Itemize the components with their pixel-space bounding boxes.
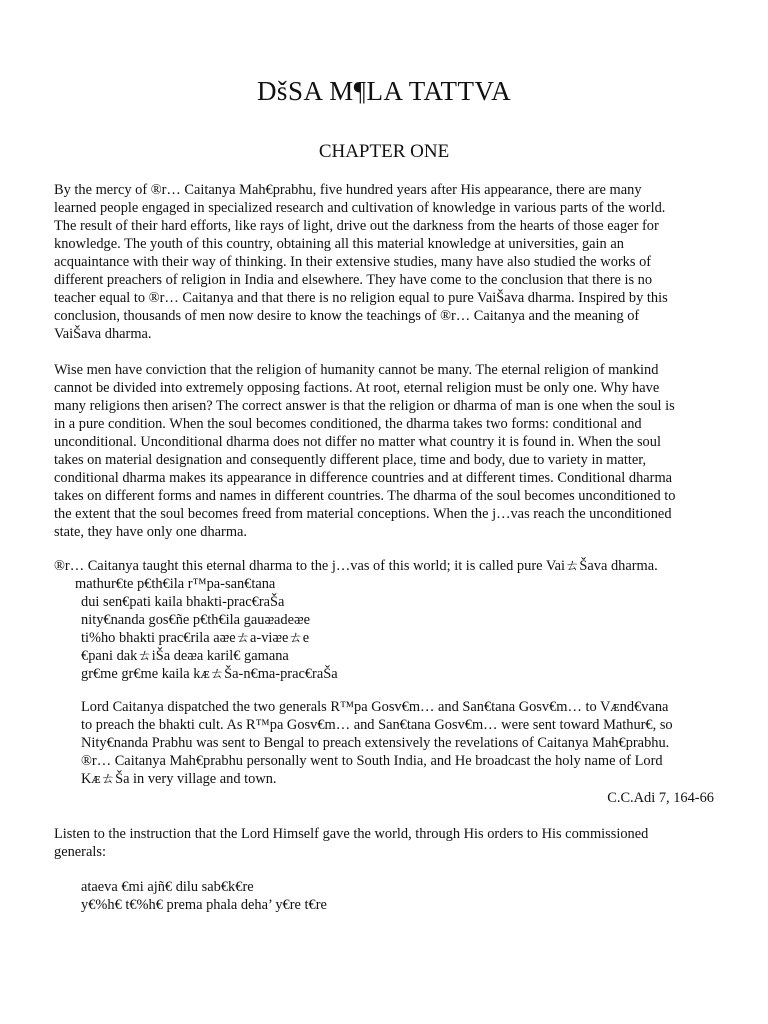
text-line: the extent that the soul becomes freed from material conceptions. When the j…vas reach the unconditioned [54,506,672,522]
text-line: learned people engaged in specialized research and cultivation of knowledge in various parts of the world. [54,200,666,216]
verse-line: y€%h€ t€%h€ prema phala deha’ y€re t€re [81,897,327,913]
verse-block-2 [81,878,327,914]
text-line: acquaintance with their way of thinking. In their extensive studies, many have also studied the works of [54,254,652,270]
text-line: By the mercy of ®r… Caitanya Mah€prabhu, five hundred years after His appearance, there are many [54,182,642,198]
text-line: Nity€nanda Prabhu was sent to Bengal to preach extensively the revelations of Caitanya Mah€prabhu. [81,735,670,751]
text-line: many religions then arisen? The correct answer is that the religion or dharma of man is one when the soul is [54,398,675,414]
text-line: VaiŠava dharma. [54,326,152,342]
text-line: Wise men have conviction that the religion of humanity cannot be many. The eternal religion of mankind [54,362,659,378]
text-line: ®r… Caitanya Mah€prabhu personally went to South India, and He broadcast the holy name of Lord [81,753,663,769]
verse-line: gr€me gr€me kaila kᴁㄊŠa-n€ma-prac€raŠa [81,666,338,682]
text-line: generals: [54,844,106,860]
verse-line: nity€nanda gos€ñe p€th€ila gauᴂadeᴂe [81,612,310,628]
verse-line: ti%ho bhakti prac€rila aᴂeㄊa-viᴂeㄊe [81,630,310,646]
paragraph-religion [54,361,722,541]
paragraph-translation [81,698,731,788]
text-line: Listen to the instruction that the Lord Himself gave the world, through His orders to His commissioned [54,826,649,842]
text-line: takes on different forms and names in different countries. The dharma of the soul becomes unconditioned to [54,488,676,504]
text-line: KᴁㄊŠa in very village and town. [81,771,277,787]
text-line: teacher equal to ®r… Caitanya and that there is no religion equal to pure VaiŠava dharma. Inspired by this [54,290,668,306]
paragraph-caitanya [54,557,722,575]
verse-line: €pani dakㄊiŠa deᴂa karil€ gamana [81,648,289,664]
text-line: different preachers of religion in India and elsewhere. They have come to the conclusion that there is no [54,272,653,288]
verse-line: mathur€te p€th€ila r™pa-san€tana [75,576,276,592]
chapter-heading: CHAPTER ONE [318,141,450,162]
text-line: in a pure condition. When the soul becomes conditioned, the dharma takes two forms: conditional and [54,416,642,432]
verse-block-1 [75,575,338,683]
text-line: takes on material designation and consequently different place, time and body, due to variety in matter, [54,452,647,468]
paragraph-instruction [54,825,722,861]
text-line: cannot be divided into extremely opposing factions. At root, eternal religion must be only one. Why have [54,380,660,396]
verse-line: dui sen€pati kaila bhakti-prac€raŠa [81,594,285,610]
text-line: state, they have only one dharma. [54,524,248,540]
verse-line: ataeva €mi ajñ€ dilu sab€k€re [81,879,254,895]
text-line: Lord Caitanya dispatched the two generals R™pa Gosv€m… and San€tana Gosv€m… to Vᴁnd€vana [81,699,669,715]
text-line: to preach the bhakti cult. As R™pa Gosv€m… and San€tana Gosv€m… were sent toward Mathur€, so [81,717,673,733]
text-line: The result of their hard efforts, like rays of light, drive out the darkness from the hearts of those eager for [54,218,659,234]
text-line: conditional dharma makes its appearance in difference countries and at different times. Conditional dharma [54,470,673,486]
document-title: DšSA M¶LA TATTVA [256,76,512,106]
text-line: unconditional. Unconditional dharma does not differ no matter what country it is found in. When the soul [54,434,661,450]
citation: C.C.Adi 7, 164-66 [607,790,714,806]
text-line: conclusion, thousands of men now desire to know the teachings of ®r… Caitanya and the meaning of [54,308,640,324]
text-line: knowledge. The youth of this country, obtaining all this material knowledge at universities, gain an [54,236,624,252]
paragraph-intro [54,181,722,343]
text-line: ®r… Caitanya taught this eternal dharma to the j…vas of this world; it is called pure VaiㄊŠava dharma. [54,558,658,574]
